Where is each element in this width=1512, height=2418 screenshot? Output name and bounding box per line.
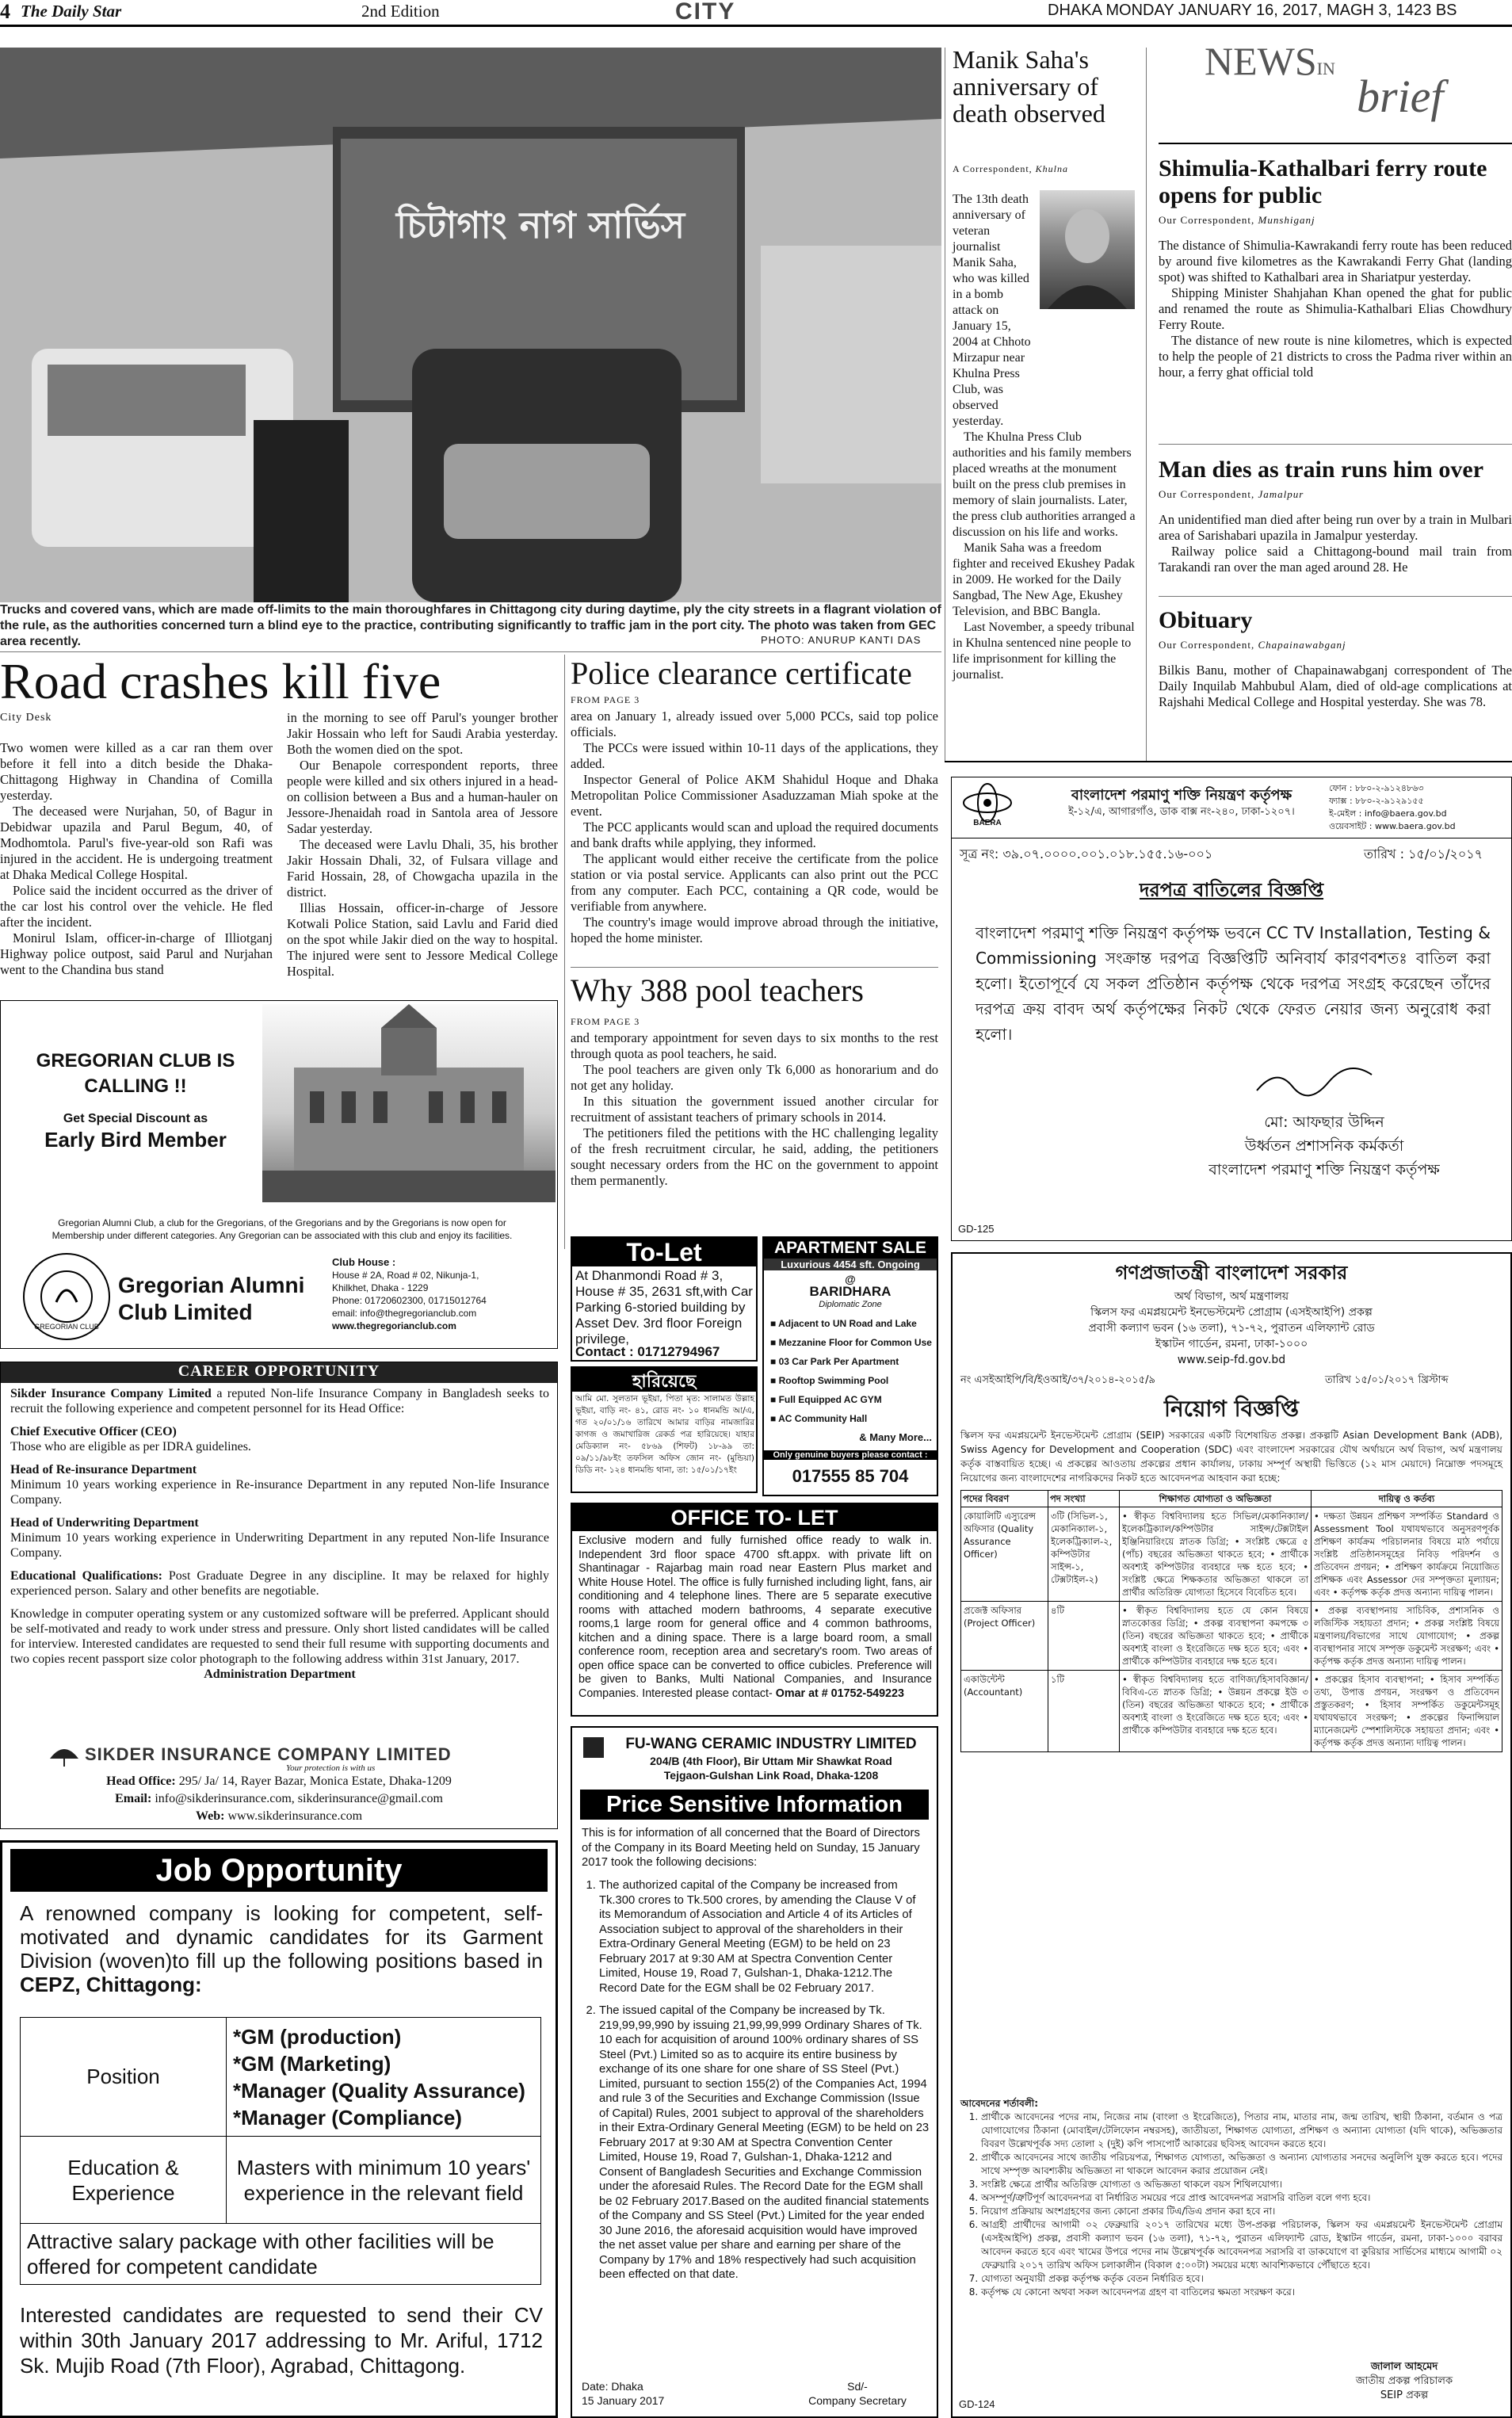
term-item: 3. সংশ্লিষ্ট ক্ষেত্রে প্রার্থীর অতিরিক্ত যোগ্যতা ও অভিজ্ঞতা থাকলে বয়স শিথিলযোগ্য। [981, 2178, 1502, 2191]
paragraph: Bilkis Banu, mother of Chapainawabganj correspondent of The Daily Inquilab Mahbubul Alam, died of old-age complications at Rajshahi Medical College and Hospital yesterday. She was 78. [1159, 663, 1512, 709]
bullet-icon: ■ [770, 1375, 779, 1386]
manik-headline: Manik Saha's anniversary of death observed [953, 45, 1105, 128]
position-title: Chief Executive Officer (CEO) [10, 1425, 177, 1438]
apply-text: Knowledge in computer operating system or any customized software will be preferred. Applicant should be self-motivated and ready to work under stress and pressure. Only short listed candidates will be called for interview. Interested candidates are requested to send their full resume with supporting documents and two copies recent passport size color photograph to the following address within 31st January, 2017. [10, 1607, 549, 1666]
paragraph: Monirul Islam, officer-in-charge of Illiotganj Highway police outpost, said Parul and Nurjahan went to the Chandina bus stand [0, 930, 273, 977]
umbrella-icon [48, 1744, 80, 1768]
fuwang-title: Price Sensitive Information [580, 1790, 929, 1820]
job-table [20, 2017, 541, 2285]
position-title: Head of Underwriting Department [10, 1516, 199, 1530]
road-crashes-col2 [287, 710, 558, 980]
govt-memo: নং এসইআইপি/বি/ইওআই/৩৭/২০১৪-২০১৫/৯ [960, 1374, 1155, 1386]
divider [564, 655, 565, 1249]
bullet-icon: ■ [770, 1413, 779, 1424]
baera-contacts [1329, 782, 1510, 833]
qual-cell: • স্বীকৃত বিশ্ববিদ্যালয় হতে বাণিজ্য/হিসাববিজ্ঞান/বিবিএ-তে স্নাতক ডিগ্রি; • উন্নয়ন প্রকল্পে ইউ ৩ (তিন) বছরের অভিজ্ঞতা থাকতে হবে; • প্রার্থীকে অবশ্যই বাংলা ও ইংরেজিতে দক্ষ হতে হবে; এবং • প্রার্থীকে কম্পিউটার ব্যবহারে দক্ষ হতে হবে। [1120, 1671, 1312, 1752]
photo-caption-text: Trucks and covered vans, which are made off-limits to the main thoroughfares in Chittagong city during daytime, ply the city streets in a flagrant violation of the rule, as the authorities concerned turn a blind eye to the practice, contributing significantly to traffic jam in the port city. The photo was taken from GEC area recently. [0, 603, 941, 648]
apartment-buyers: Only genuine buyers please contact : [764, 1450, 937, 1460]
office-text [578, 1534, 932, 1701]
police-clearance-headline: Police clearance certificate [571, 655, 912, 691]
photo-credit: PHOTO: ANURUP KANTI DAS [761, 634, 922, 646]
job-apply: Interested candidates are requested to send their CV within 30th January 2017 addressing to Mr. Ariful, 1712 Sk. Mujib Road (7th Floor), Agrabad, Chittagong. [20, 2303, 543, 2378]
govt-notice [951, 1252, 1512, 2418]
brief-byline [1159, 214, 1512, 227]
manik-byline [953, 163, 1068, 175]
paragraph: The deceased were Lavlu Dhali, 35, his brother Jakir Hossain Dhali, 32, of Fulsara village and Farid Hossain, 28, of Chowgacha upazila in the district. [287, 837, 558, 900]
position-title: Head of Re-insurance Department [10, 1463, 197, 1476]
job-location: CEPZ, Chittagong: [20, 1973, 202, 1996]
govt-terms [960, 2097, 1502, 2299]
position-item: *Manager (Compliance) [233, 2105, 462, 2130]
news-word: NEWS [1205, 39, 1317, 83]
fuwang-addr2: Tejgaon-Gulshan Link Road, Dhaka-1208 [663, 1769, 879, 1782]
edu-value: Masters with minimum 10 years' experience in the relevant field [227, 2137, 541, 2224]
table-row [961, 1507, 1502, 1602]
paragraph: Police said the incident occurred as the driver of the car lost his control over the vehicle. He fled after the incident. [0, 883, 273, 930]
lost-text: আমি মো. সুলতান ভূইয়া, পিতা মৃত: সালামত উল্লাহ ভূইয়া, বাড়ি নং- ৪১, রোড নং- ১০ ধানমন্ডি আ/এ, গত ২০/০১/১৬ তারিখে আমার বাড়ির নামজারির কাগজ ও জমাখারিজ রেকর্ড পত্র হারিয়েছে। যাহার মেডিক্যাল নং- ৫৮৬৯ (শিফট) ১৮-৯৯ তা: ০৯/১১/৯৮ইং তফসিল অফিস জোন নং- (মুন্ডিয়া) ডিডি নং- ১২৪ ধানমন্ডি থানা, তা: ১৫/০১/১৭ইং [575, 1394, 754, 1475]
fuwang-intro: This is for information of all concerned that the Board of Directors of the Company in its Board Meeting held on Sunday, 15 January 2017 took the following decisions: [582, 1827, 920, 1869]
position-label: Position [21, 2018, 227, 2137]
in-word: IN [1316, 59, 1335, 78]
career-ad [0, 1362, 558, 1829]
baera-memo: সূত্র নং: ৩৯.০৭.০০০০.০০১.০১৮.১৫৫.১৬-০০১ [960, 846, 1213, 861]
paragraph: In this situation the government issued another circular for recruitment of assistant teachers of primary schools in 2014. [571, 1094, 938, 1125]
terms-list [960, 2110, 1502, 2299]
brief-headline: Obituary [1159, 607, 1253, 633]
signer: Company Secretary [808, 2394, 907, 2407]
baera-signer-block [1150, 1110, 1499, 1182]
edu-label: Educational Qualifications: [10, 1569, 162, 1583]
company-name: Sikder Insurance Company Limited [10, 1387, 212, 1400]
position-item: *GM (production) [233, 2024, 402, 2049]
qual-cell: • স্বীকৃত বিশ্ববিদ্যালয় হতে সিভিল/মেকানিক্যাল/ইলেকট্রিক্যাল/কম্পিউটার সাইন্স/টেক্সটাইল ইঞ্জিনিয়ারিংয়ে স্নাতক ডিগ্রি; • সংশ্লিষ্ট ক্ষেত্রে ৫ (পাঁচ) বছরের অভিজ্ঞতা থাকতে হবে; • প্রার্থীকে অবশ্যই কম্পিউটার ব্যবহারে দক্ষ হতে হবে; • সংশ্লিষ্ট ক্ষেত্রে শিক্ষকতার অভিজ্ঞতা থাকলে তা প্রার্থীর অতিরিক্ত যোগ্যতা হিসেবে বিবেচিত হবে। [1120, 1507, 1312, 1602]
term-item: 1. প্রার্থীকে আবেদনের পদের নাম, নিজের নাম (বাংলা ও ইংরেজিতে), পিতার নাম, মাতার নাম, জন্ম তারিখ, স্থায়ী ঠিকানা, বর্তমান ও পত্র যোগাযোগের ঠিকানা (মোবাইল/টেলিফোন নম্বরসহ), জাতীয়তা, শিক্ষাগত যোগ্যতা, প্রশিক্ষণ ও অন্যান্য যোগ্যতা (যদি থাকে), অভিজ্ঞতার বিবরণ উল্লেখপূর্বক সদ্য তোলা ২ (দুই) কপি পাসপোর্ট আকারের ছবিসহ আবেদন করতে হবে। [981, 2110, 1502, 2151]
qual-cell: • স্বীকৃত বিশ্ববিদ্যালয় হতে যে কোন বিষয়ে স্নাতকোত্তর ডিগ্রি; • প্রকল্প ব্যবস্থাপনা কমপক্ষে ৩ (তিন) বছরের অভিজ্ঞতা থাকতে হবে; • প্রার্থীকে অবশ্যই বাংলা ও ইংরেজিতে দক্ষ হতে হবে; এবং • প্রার্থীকে কম্পিউটার ব্যবহারে দক্ষ হতে হবে। [1120, 1602, 1312, 1671]
gregorian-sub: Get Special Discount as [63, 1112, 208, 1125]
signer-org: বাংলাদেশ পরমাণু শক্তি নিয়ন্ত্রণ কর্তৃপক্ষ [1208, 1161, 1440, 1178]
bullet-icon: ■ [770, 1337, 779, 1348]
paragraph: Our Benapole correspondent reports, three people were killed and six others injured in a head-on collision between a Bus and a human-hauler on Jessore-Jhenaidah road in Santola area of Jessore Sadar yesterday. [287, 758, 558, 836]
traffic-photo-illustration [0, 48, 941, 602]
brief-byline [1159, 488, 1512, 501]
sikder-logo [48, 1743, 524, 1774]
job-intro-text: A renowned company is looking for competent, self-motivated and dynamic candidates for its Garment Division (woven)to fill up the following positions based in [20, 1901, 543, 1973]
fuwang-addr1: 204/B (4th Floor), Bir Uttam Mir Shawkat Road [650, 1755, 892, 1767]
divider [571, 967, 938, 968]
lost-title: হারিয়েছে [572, 1368, 756, 1392]
paragraph: Last November, a speedy tribunal in Khulna sentenced nine people to life imprisonment for killing the journalist. [953, 621, 1135, 682]
address-line: ইস্কাটন গার্ডেন, রমনা, ঢাকা-১০০০ [1155, 1338, 1308, 1350]
dateline: DHAKA MONDAY JANUARY 16, 2017, MAGH 3, 1423 BS [1048, 2, 1457, 19]
position-desc: Minimum 10 years working experience in Re-insurance Department in any reputed Non-life Insurance Company. [10, 1478, 549, 1507]
govt-notice-title: নিয়োগ বিজ্ঞপ্তি [1163, 1396, 1300, 1422]
count-cell: ৩টি (সিভিল-১, মেকানিক্যাল-১, ইলেকট্রিক্যাল-২, কম্পিউটার সাইন্স-১, টেক্সটাইল-২) [1048, 1507, 1120, 1602]
brief-headline: Man dies as train runs him over [1159, 456, 1484, 483]
date-value: 15 January 2017 [582, 2394, 665, 2407]
brief-body [1159, 238, 1512, 380]
job-banner: Job Opportunity [10, 1849, 548, 1892]
paragraph: and temporary appointment for seven days to six months to the rest through quota as pool teachers, he said. [571, 1030, 938, 1061]
baera-date: তারিখ : ১৫/০১/২০১৭ [1364, 846, 1483, 861]
sikder-logo-text: SIKDER INSURANCE COMPANY LIMITED [85, 1744, 452, 1764]
fuwang-company: FU-WANG CERAMIC INDUSTRY LIMITED [625, 1736, 917, 1752]
paragraph: Railway police said a Chittagong-bound mail train from Tarakandi ran over the man aged around 28. He [1159, 544, 1512, 575]
byline-text: Our Correspondent, [1159, 214, 1258, 226]
gregorian-ad [0, 1000, 558, 1349]
head-office: 295/ Ja/ 14, Rayer Bazar, Monica Estate, Dhaka-1209 [175, 1774, 452, 1788]
baera-notice [951, 777, 1512, 1241]
email-label: Email: [115, 1792, 152, 1805]
signer-name: মো: আফছার উদ্দিন [1264, 1114, 1384, 1131]
web-label: Web: [195, 1809, 225, 1823]
divider [1159, 596, 1512, 597]
baera-addr: ই-১২/এ, আগারগাঁও, ডাক বাক্স নং-২৪০, ঢাকা-১২০৭। [1068, 806, 1295, 818]
table-row [961, 1602, 1502, 1671]
byline-text: Our Correspondent, [1159, 639, 1258, 651]
signer-title: জাতীয় প্রকল্প পরিচালক [1355, 2375, 1453, 2387]
road-crashes-col1 [0, 740, 273, 978]
pool-teachers-headline: Why 388 pool teachers [571, 972, 864, 1008]
term-item: 8. কর্তৃপক্ষ যে কোনো অথবা সকল আবেদনপত্র গ্রহণ বা বাতিলের ক্ষমতা সংরক্ষণ করে। [981, 2286, 1502, 2299]
paragraph: The PCC applicants would scan and upload the required documents and bank drafts while applying, they informed. [571, 819, 938, 850]
gregorian-address [332, 1256, 554, 1332]
brief-body [1159, 512, 1512, 575]
baera-code: GD-125 [958, 1223, 995, 1235]
salary-text: Attractive salary package with other facilities will be offered for competent candidate [21, 2224, 541, 2285]
column-header: শিক্ষাগত যোগ্যতা ও অভিজ্ঞতা [1120, 1491, 1312, 1507]
column-header: পদের বিবরণ [961, 1491, 1048, 1507]
news-brief-title [1205, 38, 1335, 84]
gregorian-logo [23, 1253, 110, 1340]
signature-scribble [1253, 1063, 1380, 1102]
apartment-zone: Diplomatic Zone [819, 1300, 882, 1309]
fuwang-item: 2. The issued capital of the Company be increased by Tk. 219,99,99,990 by issuing 21,99,99,999 Ordinary Shares of Tk. 10 each for acquisition of around 100% ordinary shares of SS Steel (Pvt.) Limited so as to acquire its entire business by exchange of its one share for one share of SS Steel (Pvt.) Limited, pursuant to section 155(2) of the Companies Act, 1994 and rule 3 of the Securities and Exchange Commission (Issue of Capital) Rules, 2001 subject to approval of the shareholders in their Extra-Ordinary General Meeting (EGM) to be held on 23 February 2017 at 9:30 AM at Spectra Convention Center Limited, House 19, Road 7, Gulshan-1, Dhaka-1212 and Consent of Bangladesh Securities and Exchange Commission under the aforesaid Rules. The Record Date for the EGM shall be 02 February 2017.Based on the audited financial statements of the Company and SS Steel (Pvt.) Limited for the year ended 30 June 2016, the aforesaid acquisition would have improved the net asset value per share and earning per share of the Company by 17% and 18% respectively had such acquisition been effected on that date. [599, 2004, 930, 2282]
website[interactable]: www.seip-fd.gov.bd [1177, 1354, 1286, 1366]
road-crashes-headline: Road crashes kill five [0, 653, 441, 709]
club-house-label: Club House : [332, 1256, 396, 1268]
bullet-icon: ■ [770, 1394, 779, 1405]
table-header-row [961, 1491, 1502, 1507]
position-item: *GM (Marketing) [233, 2051, 391, 2076]
divider [945, 761, 1512, 762]
email[interactable]: info@sikderinsurance.com, sikderinsurance@gmail.com [151, 1792, 443, 1805]
edu-text: Post Graduate Degree in any discipline. It may be relaxed for highly experienced person. Salary and other benefits are negotiable. [10, 1569, 549, 1598]
apartment-at: @ [845, 1273, 856, 1285]
gregorian-building-photo [262, 1004, 556, 1202]
brief-byline [1159, 639, 1512, 651]
brief-item [1159, 607, 1512, 710]
paragraph: The deceased were Nurjahan, 50, of Bagur in Debidwar upazila and Parul Begum, 40, of Modhomtola. Parul's five-year-old son Rafi was injured in the accident. He is undergoing treatment at Dhaka Medical College Hospital. [0, 804, 273, 882]
paragraph: Manik Saha was a freedom fighter and received Ekushey Padak in 2009. He worked for the Daily Sangbad, The New Age, Ekushey Television, and BBC Bangla. [953, 541, 1136, 618]
date-label: Date: Dhaka [582, 2380, 643, 2393]
address-line: প্রবাসী কল্যাণ ভবন (১৬ তলা), ৭১-৭২, পুরাতন এলিফ্যান্ট রোড [1088, 1322, 1375, 1335]
term-item: 2. প্রার্থীকে আবেদনের সাথে জাতীয় পরিচয়পত্র, শিক্ষাগত যোগ্যতা, অভিজ্ঞতা ও অন্যান্য যোগ্যতার সনদের অনুলিপি যুক্ত করতে হবে। পদের সাথে সম্পৃক্ত আবশ্যকীয় অভিজ্ঞতা না থাকলে আবেদন করার প্রয়োজন নেই। [981, 2151, 1502, 2178]
address-line: House # 2A, Road # 02, Nikunja-1, [332, 1270, 479, 1281]
office-ad [571, 1503, 938, 1717]
job-intro [20, 1901, 543, 1996]
govt-table [960, 1490, 1502, 1752]
position-desc: Those who are eligible as per IDRA guidelines. [10, 1440, 251, 1453]
gregorian-member: Early Bird Member [44, 1128, 227, 1152]
baera-body: বাংলাদেশ পরমাণু শক্তি নিয়ন্ত্রণ কর্তৃপক্ষ ভবনে CC TV Installation, Testing & Commissioning সংক্রান্ত দরপত্র বিজ্ঞপ্তিটি অনিবার্য কারণবশতঃ বাতিল করা হলো। ইতোপূর্বে যে সকল প্রতিষ্ঠান কর্তৃপক্ষ থেকে দরপত্র সংগ্রহ করেছেন তাঁদের দরপত্র ক্রয় বাবদ অর্থ কর্তৃপক্ষের নিকট থেকে ফেরত নেয়ার জন্য অনুরোধ করা হলো। [976, 923, 1491, 1044]
truck-sign-text: চিটাগাং নাগ সার্ভিস [396, 204, 685, 246]
contact-line: ফোন : ৮৮০-২-৯১২৪৮৬৩ [1329, 783, 1424, 793]
signer-title: উর্ধ্বতন প্রশাসনিক কর্মকর্তা [1244, 1137, 1404, 1155]
count-cell: ১টি [1048, 1671, 1120, 1752]
fuwang-signature [786, 2379, 929, 2408]
office-contact: Omar at # 01752-549223 [775, 1686, 904, 1700]
apartment-sub: Luxurious 4454 sft. Ongoing [764, 1259, 937, 1270]
position-item: *Manager (Quality Assurance) [233, 2078, 525, 2103]
web-link[interactable]: www.thegregorianclub.com [332, 1320, 456, 1331]
baera-title: দরপত্র বাতিলের বিজ্ঞপ্তি [1139, 879, 1324, 901]
page-header [0, 0, 1512, 27]
bullet-icon: ■ [770, 1318, 779, 1329]
apartment-ad [762, 1236, 938, 1496]
bullet-icon: ■ [770, 1356, 779, 1367]
divider [0, 651, 941, 652]
post-cell: একাউন্টেন্ট (Accountant) [961, 1671, 1048, 1752]
page-number: 4 [0, 0, 10, 23]
post-cell: প্রজেক্ট অফিসার (Project Officer) [961, 1602, 1048, 1671]
career-intro: a reputed Non-life Insurance Company in Bangladesh seeks to recruit the following experience and competent personnel for its Head Office: [10, 1387, 550, 1415]
duty-cell: • প্রকল্প ব্যবস্থাপনায় সাচিবিক, প্রশাসনিক ও লজিস্টিক সহায়তা প্রদান; • প্রকল্প সংশ্লিষ্ট বিষয়ে মন্ত্রণালয়/বিভাগের সাথে যোগাযোগ; • প্রকল্প ব্যবস্থাপনার সাথে সম্পৃক্ত ডকুমেন্ট সংরক্ষণ; এবং • কর্তৃপক্ষ কর্তৃক প্রদত্ত অন্যান্য দায়িত্ব পালন। [1312, 1602, 1502, 1671]
address-line: অর্থ বিভাগ, অর্থ মন্ত্রণালয় [1174, 1290, 1289, 1303]
term-item: 6. আগ্রহী প্রার্থীদের আগামী ০২ ফেব্রুয়ারি ২০১৭ তারিখের মধ্যে উপ-প্রকল্প পরিচালক, স্কিলস ফর এমপ্লয়মেন্ট ইনভেস্টমেন্ট প্রোগ্রাম (এসইআইপি) প্রকল্প, প্রবাসী কল্যাণ ভবন (১৬ তলা), ৭১-৭২, পুরাতন এলিফ্যান্ট রোড, ইস্কাটন গার্ডেন, রমনা, ঢাকা-১০০০ বরাবর আবেদন করতে হবে এবং খামের উপরে পদের নাম উল্লেখপূর্বক আবেদনপত্র সরাসরি বা ডাকযোগে বা কুরিয়ার সার্ভিসের মাধ্যমে আগামী ০২ ফেব্রুয়ারি ২০১৭ তারিখ অফিস চলাকালীন (বিকাল ৫:০০টা) সময়ের মধ্যে আবশ্যিকভাবে পৌঁছাতে হবে। [981, 2218, 1502, 2272]
govt-title: গণপ্রজাতন্ত্রী বাংলাদেশ সরকার [1115, 1262, 1348, 1284]
post-cell: কোয়ালিটি এস্যুরেন্স অফিসার (Quality Assurance Officer) [961, 1507, 1048, 1602]
fuwang-items [582, 1878, 930, 2282]
feature-item: ■ AC Community Hall [770, 1413, 868, 1424]
signature-mark [1253, 1063, 1380, 1102]
term-item: 4. অসম্পূর্ণ/ত্রুটিপূর্ণ আবেদনপত্র বা নির্ধারিত সময়ের পরে প্রাপ্ত আবেদনপত্র সরাসরি বাতিল বলে গণ্য হবে। [981, 2191, 1502, 2205]
road-crashes-byline: City Desk [0, 712, 52, 724]
table-row [961, 1671, 1502, 1752]
police-clearance-body [571, 709, 938, 946]
divider [1159, 444, 1512, 445]
brief-body [1159, 663, 1512, 710]
govt-code: GD-124 [959, 2398, 995, 2410]
sd-mark: Sd/- [847, 2380, 868, 2393]
brief-headline: Shimulia-Kathalbari ferry route opens for public [1159, 155, 1487, 208]
paragraph: Two women were killed as a car ran them over before it fell into a ditch beside the Dhaka-Chittagong Highway in Chandina of Comilla yesterday. [0, 740, 273, 803]
paragraph: Illias Hossain, officer-in-charge of Jessore Kotwali Police Station, said Lavlu and Farid died on the spot while Jakir died on the way to hospital. The injured were sent to Jessore Medical College Hospital. [287, 900, 558, 979]
paragraph: in the morning to see off Parul's younger brother Jakir Hossain who left for Saudi Arabia yesterday. Both the women died on the spot. [287, 710, 558, 757]
duty-cell: • দক্ষতা উন্নয়ন প্রশিক্ষণ সম্পর্কিত Standard ও Assessment Tool যথাযথভাবে অনুসরণপূর্বক প্রশিক্ষণ কার্যক্রম পরিচালনার বিষয়ে মাঠ পর্যায়ে সংশ্লিষ্ট প্রতিষ্ঠানসমূহের নিবিড় পরিদর্শন ও প্রতিবেদন প্রণয়ন; • প্রশিক্ষণ কার্যক্রমে নিয়োজিত প্রশিক্ষক এবং Assessor দের সম্পৃক্ততা মূল্যায়ন; এবং • কর্তৃপক্ষ কর্তৃক প্রদত্ত অন্যান্য দায়িত্ব পালন। [1312, 1507, 1502, 1602]
sikder-contacts [1, 1773, 557, 1825]
job-ad [0, 1840, 558, 2418]
career-banner: CAREER OPPORTUNITY [1, 1362, 557, 1383]
divider [1159, 143, 1512, 144]
govt-address [953, 1289, 1510, 1368]
paragraph: Shipping Minister Shahjahan Khan opened the ghat for public and renamed the route as Shimulia-Kathalbari Elias Chowdhury Ferry Route. [1159, 285, 1512, 332]
byline-place: Munshiganj [1258, 214, 1315, 226]
address-line: স্কিলস ফর এমপ্লয়মেন্ট ইনভেস্টমেন্ট প্রোগ্রাম (এসইআইপি) প্রকল্প [1090, 1306, 1373, 1319]
paragraph: The PCCs were issued within 10-11 days of the applications, they added. [571, 740, 938, 771]
term-item: 7. যোগ্যতা অনুযায়ী প্রকল্প কর্তৃপক্ষ কর্তৃক বেতন নির্ধারিত হবে। [981, 2272, 1502, 2286]
pool-teachers-body [571, 1030, 938, 1189]
count-cell: ৪টি [1048, 1602, 1120, 1671]
position-list [227, 2018, 541, 2137]
contact-line: ফ্যাক্স : ৮৮০-২-৯১২৯১৫৫ [1329, 796, 1424, 806]
paragraph: The distance of Shimulia-Kawrakandi ferry route has been reduced by around five kilometres as the Kawrakandi Ferry Ghat (landing spot) was shifted to Kathalbari area in Shariatpur yesterday. [1159, 238, 1512, 285]
tolet-title: To-Let [572, 1238, 756, 1266]
paragraph: Inspector General of Police AKM Shahidul Hoque and Dhaka Metropolitan Police Commissioner Asaduzzaman Miah spoke at the event. [571, 772, 938, 819]
baera-logo [960, 782, 1015, 830]
byline-place: Chapainawabganj [1258, 639, 1346, 651]
section-title: CITY [675, 0, 736, 25]
tolet-ad [571, 1236, 758, 1362]
from-page-label: FROM PAGE 3 [571, 1016, 640, 1027]
from-page-label: FROM PAGE 3 [571, 694, 640, 705]
office-title: OFFICE TO- LET [572, 1504, 937, 1531]
signer-title: SEIP প্রকল্প [1380, 2389, 1429, 2401]
baera-logo-text: BAERA [973, 819, 1002, 827]
govt-intro: স্কিলস ফর এমপ্লয়মেন্ট ইনভেস্টমেন্ট প্রোগ্রাম (SEIP) সরকারের একটি বিশেষায়িত প্রকল্প। প্রকল্পটি Asian Development Bank (ADB), Swiss Agency for Development and Cooperation (SDC) এবং বাংলাদেশ সরকারের যৌথ অর্থায়নে অর্থ বিভাগ, অর্থ মন্ত্রণালয় কর্তৃক বাস্তবায়িত হচ্ছে। এ প্রকল্পের আওতায় প্রকল্পের প্রধান কার্যালয়, ঢাকায় সম্পূর্ণ অস্থায়ী ভিত্তিতে (১২ মাস মেয়াদে) নিম্নোক্ত পদসমূহে নিয়োগের জন্য বাংলাদেশের নাগরিকদের নিকট হতে আবেদনপত্র আহবান করা হচ্ছে: [960, 1430, 1502, 1484]
term-item: 5. নিয়োগ প্রক্রিয়ায় অংশগ্রহণের জন্য কোনো প্রকার টিএ/ডিএ প্রদান করা হবে না। [981, 2205, 1502, 2218]
edition: 2nd Edition [361, 2, 440, 21]
gregorian-headline: GREGORIAN CLUB IS CALLING !! [36, 1050, 235, 1097]
sikder-tagline: Your protection is with us [286, 1763, 376, 1773]
paragraph: The Khulna Press Club authorities and his family members placed wreaths at the monument built on the press club premises in memory of slain journalists. Later, the press club authorities arranged a discussion on his life and works. [953, 430, 1136, 539]
paragraph: area on January 1, already issued over 5,000 PCCs, said top police officials. [571, 709, 938, 739]
paragraph: An unidentified man died after being run over by a train in Mulbari area of Sarishabari upazila in Jamalpur yesterday. [1159, 512, 1512, 543]
feature-item: ■ Adjacent to UN Road and Lake [770, 1318, 917, 1329]
address-line: email: info@thegregorianclub.com [332, 1308, 477, 1319]
byline-text: A Correspondent, [953, 163, 1036, 174]
feature-item: ■ 03 Car Park Per Apartment [770, 1356, 899, 1367]
byline-place: Khulna [1035, 163, 1068, 174]
traffic-photo [0, 48, 941, 602]
fuwang-ad [571, 1726, 938, 2418]
baera-org: বাংলাদেশ পরমাণু শক্তি নিয়ন্ত্রণ কর্তৃপক্ষ [1071, 787, 1292, 804]
contact-line: ই-মেইল : info@baera.gov.bd [1329, 808, 1447, 819]
apartment-place: BARIDHARA [809, 1284, 892, 1299]
address-line: Phone: 01720602300, 01715012764 [332, 1295, 487, 1306]
byline-text: Our Correspondent, [1159, 488, 1258, 500]
head-office-label: Head Office: [106, 1774, 176, 1788]
apartment-title: APARTMENT SALE [764, 1238, 937, 1259]
address-line: Khilkhet, Dhaka - 1229 [332, 1282, 429, 1293]
manik-body [953, 192, 1136, 683]
duty-cell: • প্রকল্পের হিসাব ব্যবস্থাপনা; • হিসাব সম্পর্কিত তথ্য, উপাত্ত প্রণয়ন, সংরক্ষণ ও প্রতিবেদন প্রস্তুতকরণ; • হিসাব সম্পর্কিত ডকুমেন্টসমূহ যথাযথভাবে সংরক্ষণ; • প্রকল্পের ফিনান্সিয়াল ম্যানেজমেন্ট স্পেশালিস্টকে সহায়তা প্রদান; এবং • কর্তৃপক্ষ কর্তৃক প্রদত্ত অন্যান্য দায়িত্ব পালন। [1312, 1671, 1502, 1752]
position-desc: Minimum 10 years working experience in Underwriting Department in any reputed Non-life Insurance Company. [10, 1531, 549, 1560]
brief-item [1159, 155, 1512, 380]
feature-item: ■ Rooftop Swimming Pool [770, 1375, 889, 1386]
paragraph: The pool teachers are given only Tk 6,000 as honorarium and do not get any holiday. [571, 1062, 938, 1093]
byline-place: Jamalpur [1258, 488, 1304, 500]
apartment-features [770, 1314, 935, 1428]
brief-item [1159, 456, 1512, 575]
web[interactable]: www.sikderinsurance.com [224, 1809, 363, 1823]
column-header: দায়িত্ব ও কর্তব্য [1312, 1491, 1502, 1507]
fuwang-logo-icon [583, 1737, 604, 1758]
building-illustration [262, 1004, 556, 1202]
signer-name: জালাল আহমেদ [1370, 2361, 1438, 2373]
govt-date: তারিখ ১৫/০১/২০১৭ খ্রিস্টাব্দ [1325, 1374, 1449, 1386]
gregorian-logo-ring-text: GREGORIAN CLUB [34, 1323, 99, 1331]
feature-item: ■ Mezzanine Floor for Common Use [770, 1337, 932, 1348]
brief-word: brief [1357, 71, 1444, 122]
edu-label: Education & Experience [21, 2137, 227, 2224]
career-body [10, 1386, 549, 1682]
admin-dept: Administration Department [204, 1667, 356, 1681]
contact-line: ওয়েবসাইট : www.baera.gov.bd [1329, 821, 1456, 831]
gregorian-blurb: Gregorian Alumni Club, a club for the Gregorians, of the Gregorians and by the Gregorians is now open for Membership under different categories. Any Gregorian can be associated with this club and enjoy its facilities. [52, 1217, 513, 1241]
feature-item: ■ Full Equipped AC GYM [770, 1394, 882, 1405]
fuwang-date [582, 2379, 664, 2408]
paragraph: The 13th death anniversary of veteran journalist Manik Saha, who was killed in a bomb attack on January 15, 2004 at Chhoto Mirzapur near Khulna Press Club, was observed yesterday. [953, 193, 1031, 428]
paragraph: The country's image would improve abroad through the initiative, hoped the home minister. [571, 915, 938, 945]
divider [1146, 48, 1147, 761]
paragraph: The petitioners filed the petitions with the HC challenging legality of the fresh recruitment circular, he said, adding, the petitioners sought necessary orders from the HC on the government to appoint them permanently. [571, 1125, 938, 1188]
paragraph: The distance of new route is nine kilometres, which is expected to help the people of 21 districts to cross the Padma river within an hour, a ferry ghat official told [1159, 333, 1512, 380]
tolet-contact: Contact : 01712794967 [575, 1344, 720, 1359]
masthead: The Daily Star [21, 2, 122, 21]
apartment-more: & Many More... [859, 1431, 932, 1443]
office-body: Exclusive modern and fully furnished office ready to walk in. Independent 3rd floor space 4700 sft.appx. with private lift on Shantinagar - Rajarbag main road near Eastern Plus market and White House Hotel. The office is fully furnished including light, fans, air conditioning and 4 telephone lines. There are 5 separate executive rooms with attached modern bathrooms, 4 separate executive rooms,1 large room for general office and 4 common bathrooms, kitchen and a dining space. There is a large board room, a small conference room, reception area and secretary's room. Two areas of open office space can be converted to office cubicles. Preference will be given to Banks, Multi National Companies, and Insurance Companies. Interested please contact- [578, 1534, 932, 1700]
apartment-phone: 017555 85 704 [792, 1466, 909, 1486]
terms-title: আবেদনের শর্তাবলী: [960, 2098, 1039, 2109]
govt-signer-block [1309, 2360, 1499, 2403]
paragraph: The applicant would either receive the certificate from the police station or via postal service. Applicants can also print out the PCC from any computer. Each PCC, containing a QR code, would be verifiable from anywhere. [571, 851, 938, 914]
lost-notice [571, 1366, 758, 1493]
column-header: পদ সংখ্যা [1048, 1491, 1120, 1507]
fuwang-item: 1. The authorized capital of the Company be increased from Tk.300 crores to Tk.500 crores, by amending the Clause V of its Memorandum of Association and Article 4 of its Articles of Association subject to approval of the shareholders in their Extra-Ordinary General Meeting (EGM) to be held on 23 February 2017 at 9:30 AM at Spectra Convention Center Limited, House 19, Road 7, Gulshan-1, Dhaka-1212.The Record Date for the EGM shall be 02 February 2017. [599, 1878, 930, 1996]
tolet-text: At Dhanmondi Road # 3, House # 35, 2631 sft,with Car Parking 6-storied building by Asset Dev. 3rd floor Foreign privilege, [575, 1268, 753, 1347]
gregorian-club-name: Gregorian Alumni Club Limited [118, 1273, 305, 1324]
